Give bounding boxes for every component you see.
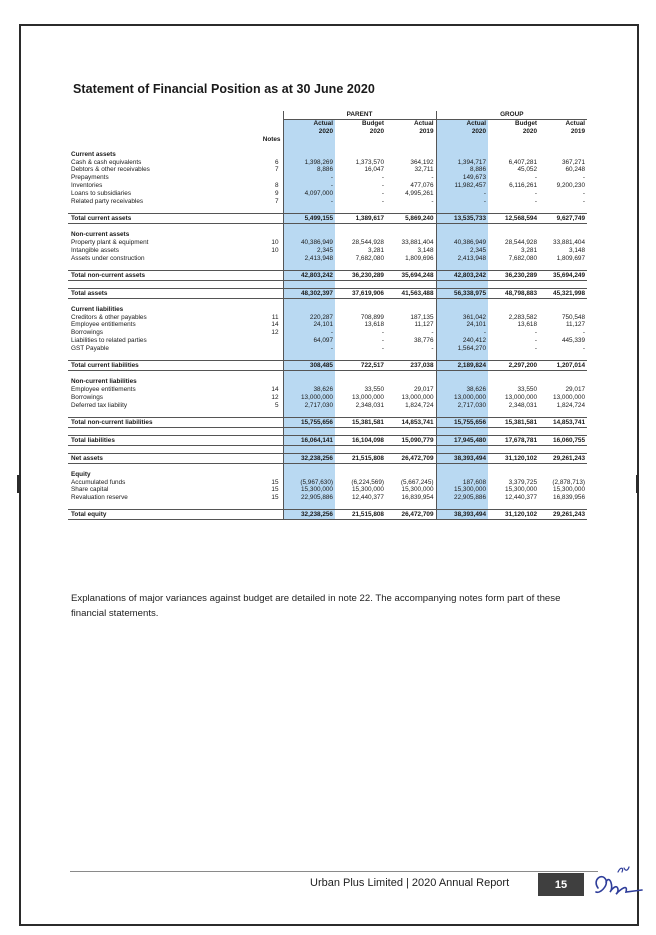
parent-header: PARENT <box>283 111 436 119</box>
row-note: 10 <box>271 238 279 246</box>
value-cell: - <box>431 329 434 337</box>
value-cell: 21,515,808 <box>335 453 386 463</box>
value-cell: 29,017 <box>565 385 586 393</box>
table-row <box>68 394 587 402</box>
signature-initials <box>588 858 644 902</box>
value-cell: 13,000,000 <box>505 393 538 401</box>
value-cell: 33,881,404 <box>401 238 434 246</box>
value-cell: - <box>582 329 586 337</box>
column-header-row <box>68 119 587 135</box>
value-cell: 33,550 <box>364 385 384 393</box>
value-cell: 16,047 <box>364 166 384 174</box>
value-cell: 41,563,488 <box>386 288 436 298</box>
value-cell: 15,381,581 <box>335 417 386 427</box>
row-note: 11 <box>271 313 279 321</box>
row-label: Borrowings <box>71 393 103 401</box>
group-actual-2020-header: Actual 2020 <box>436 119 488 135</box>
value-cell: 15,755,656 <box>283 417 335 427</box>
value-cell: 12,440,377 <box>352 494 384 502</box>
row-label: Assets under construction <box>71 254 145 262</box>
spacer-row <box>68 206 587 214</box>
table-row <box>68 159 587 167</box>
row-note: 15 <box>271 494 279 502</box>
value-cell: 5,869,240 <box>386 213 436 223</box>
parent-budget-2020-header: Budget 2020 <box>361 119 384 135</box>
row-label: Total non-current assets <box>68 270 231 280</box>
value-cell: 6,116,261 <box>509 182 538 190</box>
total-row <box>68 453 587 463</box>
value-cell: 1,398,269 <box>283 159 335 167</box>
value-cell: 13,000,000 <box>283 394 335 402</box>
value-cell: 13,000,000 <box>401 393 434 401</box>
total-row <box>68 213 587 223</box>
page-number: 15 <box>538 873 584 896</box>
value-cell: 708,899 <box>360 313 384 321</box>
section-heading-row <box>68 471 587 479</box>
value-cell: 364,192 <box>410 158 434 166</box>
value-cell: - <box>381 329 384 337</box>
value-cell: 12,440,377 <box>505 494 538 502</box>
value-cell: - <box>283 198 335 206</box>
value-cell: 3,281 <box>368 246 384 254</box>
value-cell: 1,809,696 <box>405 254 434 262</box>
table-row <box>68 198 587 206</box>
table-row <box>68 247 587 255</box>
value-cell: 1,373,570 <box>355 158 384 166</box>
binding-mark-right <box>636 475 639 493</box>
value-cell: - <box>283 345 335 353</box>
section-label: Equity <box>71 470 91 478</box>
row-note <box>231 270 283 280</box>
row-note: 12 <box>271 393 279 401</box>
value-cell: 26,472,709 <box>386 510 436 520</box>
row-label: Total non-current liabilities <box>68 417 231 427</box>
row-label: Intangible assets <box>71 246 119 254</box>
row-label: Employee entitlements <box>71 385 136 393</box>
value-cell: 26,472,709 <box>386 453 436 463</box>
row-note <box>231 345 283 353</box>
value-cell: 445,339 <box>561 337 586 345</box>
value-cell: 2,348,031 <box>508 401 538 409</box>
row-label: Debtors & other receivables <box>71 166 150 174</box>
row-label: Inventories <box>71 182 103 190</box>
spacer-row <box>68 463 587 471</box>
section-heading-row <box>68 151 587 159</box>
value-cell: 16,064,141 <box>283 435 335 445</box>
table-row <box>68 345 587 353</box>
value-cell: 3,281 <box>521 246 538 254</box>
value-cell: 1,824,724 <box>405 401 434 409</box>
value-cell: 11,127 <box>565 321 586 329</box>
value-cell: - <box>436 329 488 337</box>
row-note <box>231 255 283 263</box>
group-budget-2020-header: Budget 2020 <box>515 119 538 135</box>
footer-rule <box>70 871 598 872</box>
row-note <box>231 510 283 520</box>
value-cell: 187,608 <box>436 479 488 487</box>
table-row <box>68 402 587 410</box>
variance-note: Explanations of major variances against budget are detailed in note 22. The accompanying notes form part of these financial statements. <box>71 593 561 619</box>
total-row <box>68 270 587 280</box>
value-cell: 29,261,243 <box>539 510 587 520</box>
spacer-row <box>68 502 587 510</box>
value-cell: 1,389,617 <box>335 213 386 223</box>
value-cell: - <box>283 329 335 337</box>
row-note: 6 <box>274 158 279 166</box>
value-cell: 2,297,200 <box>488 361 539 371</box>
row-note: 14 <box>271 385 279 393</box>
financial-position-table <box>68 111 587 520</box>
value-cell: 22,905,886 <box>283 494 335 502</box>
row-note <box>231 361 283 371</box>
value-cell: - <box>582 345 586 353</box>
row-note: 7 <box>274 166 279 174</box>
row-label: Total liabilities <box>68 435 231 445</box>
value-cell: - <box>381 198 384 206</box>
notes-header: Notes <box>262 135 281 143</box>
value-cell: 17,945,480 <box>436 435 488 445</box>
value-cell: 367,271 <box>561 158 586 166</box>
value-cell: 38,626 <box>436 386 488 394</box>
value-cell: 33,550 <box>517 385 538 393</box>
page-title: Statement of Financial Position as at 30 June 2020 <box>73 82 375 96</box>
footer-report-title: Urban Plus Limited | 2020 Annual Report <box>310 877 510 889</box>
value-cell: 7,682,080 <box>355 254 384 262</box>
row-note: 12 <box>271 329 279 337</box>
section-label: Current liabilities <box>71 305 124 313</box>
value-cell: 13,000,000 <box>352 393 384 401</box>
value-cell: 1,207,014 <box>539 361 587 371</box>
value-cell: 11,982,457 <box>436 182 488 190</box>
value-cell: 15,090,779 <box>386 435 436 445</box>
value-cell: - <box>283 174 335 182</box>
spacer-row <box>68 223 587 231</box>
total-row <box>68 435 587 445</box>
value-cell: 13,535,733 <box>436 213 488 223</box>
value-cell: 31,120,102 <box>488 510 539 520</box>
value-cell: 14,853,741 <box>539 417 587 427</box>
value-cell: - <box>381 190 384 198</box>
row-note: 9 <box>274 190 279 198</box>
section-heading-row <box>68 306 587 314</box>
value-cell: 24,101 <box>283 321 335 329</box>
value-cell: 14,853,741 <box>386 417 436 427</box>
value-cell: - <box>582 198 586 206</box>
value-cell: 38,626 <box>283 386 335 394</box>
row-note <box>231 288 283 298</box>
value-cell: 48,302,397 <box>283 288 335 298</box>
group-header-row <box>68 111 587 119</box>
value-cell: 220,287 <box>283 314 335 322</box>
section-label: Current assets <box>71 150 116 158</box>
value-cell: 21,515,808 <box>335 510 386 520</box>
value-cell: 32,711 <box>414 166 434 174</box>
value-cell: 13,000,000 <box>436 394 488 402</box>
row-label: Cash & cash equivalents <box>71 158 142 166</box>
value-cell: 7,682,080 <box>508 254 538 262</box>
value-cell: - <box>381 345 384 353</box>
row-note: 15 <box>271 486 279 494</box>
value-cell: 361,042 <box>436 314 488 322</box>
value-cell: 149,673 <box>436 174 488 182</box>
value-cell: 42,803,242 <box>436 270 488 280</box>
value-cell: 477,076 <box>410 182 434 190</box>
value-cell: 48,798,883 <box>488 288 539 298</box>
section-heading-row <box>68 378 587 386</box>
value-cell: 15,300,000 <box>505 486 538 494</box>
value-cell: 16,060,755 <box>539 435 587 445</box>
value-cell: 28,544,928 <box>505 238 538 246</box>
value-cell: 16,839,954 <box>401 494 434 502</box>
table-row <box>68 386 587 394</box>
value-cell: (6,224,569) <box>351 478 384 486</box>
parent-actual-2019-header: Actual 2019 <box>414 119 434 135</box>
value-cell: 38,393,494 <box>436 510 488 520</box>
row-label: GST Payable <box>71 345 109 353</box>
value-cell: 2,413,948 <box>283 255 335 263</box>
row-label: Property plant & equipment <box>71 238 149 246</box>
table-row <box>68 239 587 247</box>
row-label: Total current liabilities <box>68 361 231 371</box>
value-cell: 15,300,000 <box>553 486 586 494</box>
section-heading-row <box>68 231 587 239</box>
value-cell: 15,300,000 <box>401 486 434 494</box>
row-label: Total equity <box>68 510 231 520</box>
row-note: 15 <box>271 478 279 486</box>
value-cell: 4,995,261 <box>405 190 434 198</box>
value-cell: 13,618 <box>364 321 384 329</box>
row-label: Liabilities to related parties <box>71 337 147 345</box>
value-cell: 237,038 <box>386 361 436 371</box>
value-cell: 13,000,000 <box>553 393 586 401</box>
value-cell: - <box>436 198 488 206</box>
table-row <box>68 479 587 487</box>
value-cell: 37,619,906 <box>335 288 386 298</box>
value-cell: 32,238,256 <box>283 453 335 463</box>
value-cell: (5,967,630) <box>283 479 335 487</box>
spacer-row <box>68 353 587 361</box>
value-cell: - <box>283 182 335 190</box>
table-row <box>68 314 587 322</box>
value-cell: 2,348,031 <box>355 401 384 409</box>
table-row <box>68 255 587 263</box>
value-cell: 32,238,256 <box>283 510 335 520</box>
value-cell: 9,627,749 <box>539 213 587 223</box>
table-row <box>68 190 587 198</box>
row-note <box>231 417 283 427</box>
value-cell: 15,755,656 <box>436 417 488 427</box>
value-cell: 35,694,249 <box>539 270 587 280</box>
value-cell: 45,321,998 <box>539 288 587 298</box>
value-cell: 6,407,281 <box>508 158 538 166</box>
value-cell: - <box>534 174 538 182</box>
value-cell: 60,248 <box>565 166 586 174</box>
row-label: Deferred tax liability <box>71 401 128 409</box>
value-cell: - <box>534 345 538 353</box>
value-cell: - <box>534 198 538 206</box>
value-cell: 750,548 <box>561 313 586 321</box>
value-cell: - <box>431 345 434 353</box>
value-cell: 1,824,724 <box>556 401 586 409</box>
parent-actual-2020-header: Actual 2020 <box>283 119 335 135</box>
row-note: 14 <box>271 321 279 329</box>
value-cell: - <box>582 190 586 198</box>
value-cell: 2,345 <box>436 247 488 255</box>
value-cell: 24,101 <box>436 321 488 329</box>
notes-header-row <box>68 136 587 144</box>
value-cell: 8,886 <box>283 166 335 174</box>
row-label: Loans to subsidiaries <box>71 190 132 198</box>
row-label: Share capital <box>71 486 109 494</box>
value-cell: - <box>431 198 434 206</box>
value-cell: 38,393,494 <box>436 453 488 463</box>
value-cell: - <box>582 174 586 182</box>
value-cell: 722,517 <box>335 361 386 371</box>
value-cell: 36,230,289 <box>335 270 386 280</box>
value-cell: 33,881,404 <box>553 238 586 246</box>
section-label: Non-current liabilities <box>71 378 137 386</box>
value-cell: 16,104,098 <box>335 435 386 445</box>
row-note: 10 <box>271 246 279 254</box>
value-cell: 17,678,781 <box>488 435 539 445</box>
value-cell: 1,394,717 <box>436 159 488 167</box>
spacer-row <box>68 427 587 435</box>
value-cell: 3,379,725 <box>508 478 538 486</box>
table-row <box>68 329 587 337</box>
table-row <box>68 337 587 345</box>
value-cell: 187,135 <box>410 313 434 321</box>
value-cell: 15,300,000 <box>283 486 335 494</box>
value-cell: - <box>534 337 538 345</box>
value-cell: - <box>431 174 434 182</box>
section-label: Non-current assets <box>71 230 130 238</box>
value-cell: 29,017 <box>413 385 434 393</box>
binding-mark-left <box>17 475 20 493</box>
row-label: Total assets <box>68 288 231 298</box>
row-label: Borrowings <box>71 329 103 337</box>
table-row <box>68 486 587 494</box>
value-cell: 15,300,000 <box>352 486 384 494</box>
value-cell: 29,261,243 <box>539 453 587 463</box>
value-cell: 31,120,102 <box>488 453 539 463</box>
total-row <box>68 361 587 371</box>
table-row <box>68 321 587 329</box>
value-cell: 8,886 <box>436 166 488 174</box>
value-cell: 5,499,155 <box>283 213 335 223</box>
value-cell: 1,564,270 <box>436 345 488 353</box>
spacer-row <box>68 280 587 288</box>
table-body <box>68 144 587 520</box>
row-label: Accumulated funds <box>71 478 126 486</box>
value-cell: 2,413,948 <box>436 255 488 263</box>
value-cell: 15,300,000 <box>436 486 488 494</box>
spacer-row <box>68 371 587 379</box>
row-label: Net assets <box>68 453 231 463</box>
row-label: Creditors & other payables <box>71 313 147 321</box>
table-row <box>68 494 587 502</box>
value-cell: 3,148 <box>417 246 434 254</box>
value-cell: 12,568,594 <box>488 213 539 223</box>
value-cell: 36,230,289 <box>488 270 539 280</box>
value-cell: 2,717,030 <box>436 402 488 410</box>
value-cell: 40,386,949 <box>283 239 335 247</box>
value-cell: - <box>381 182 384 190</box>
row-label: Revaluation reserve <box>71 494 128 502</box>
value-cell: 2,283,582 <box>508 313 538 321</box>
value-cell: - <box>381 337 384 345</box>
value-cell: - <box>381 174 384 182</box>
table-row <box>68 166 587 174</box>
value-cell: 42,803,242 <box>283 270 335 280</box>
row-note <box>231 453 283 463</box>
total-row <box>68 288 587 298</box>
row-note <box>231 174 283 182</box>
value-cell: (5,667,245) <box>400 478 434 486</box>
row-note <box>231 337 283 345</box>
value-cell: 1,809,697 <box>556 254 586 262</box>
value-cell: 308,485 <box>283 361 335 371</box>
value-cell: 16,839,956 <box>553 494 586 502</box>
row-note <box>231 435 283 445</box>
row-note: 7 <box>274 198 279 206</box>
spacer-row <box>68 263 587 271</box>
row-note: 8 <box>274 182 279 190</box>
spacer-row <box>68 445 587 453</box>
value-cell: 15,381,581 <box>488 417 539 427</box>
value-cell: 2,189,824 <box>436 361 488 371</box>
group-header: GROUP <box>436 111 587 119</box>
value-cell: - <box>436 190 488 198</box>
value-cell: 3,148 <box>569 246 586 254</box>
row-label: Employee entitlements <box>71 321 136 329</box>
row-note <box>231 213 283 223</box>
value-cell: 240,412 <box>436 337 488 345</box>
value-cell: 45,052 <box>517 166 538 174</box>
value-cell: 4,097,000 <box>283 190 335 198</box>
table-row <box>68 174 587 182</box>
value-cell: 35,694,248 <box>386 270 436 280</box>
value-cell: 38,776 <box>413 337 434 345</box>
row-label: Total current assets <box>68 213 231 223</box>
value-cell: - <box>534 190 538 198</box>
value-cell: 9,200,230 <box>556 182 586 190</box>
spacer-row <box>68 410 587 418</box>
value-cell: 11,127 <box>414 321 434 329</box>
row-label: Prepayments <box>71 174 109 182</box>
value-cell: 28,544,928 <box>352 238 384 246</box>
spacer-row <box>68 298 587 306</box>
row-note: 5 <box>274 401 279 409</box>
value-cell: - <box>534 329 538 337</box>
total-row <box>68 510 587 520</box>
value-cell: 2,345 <box>283 247 335 255</box>
group-actual-2019-header: Actual 2019 <box>565 119 586 135</box>
value-cell: 13,618 <box>517 321 538 329</box>
total-row <box>68 417 587 427</box>
spacer-row <box>68 144 587 151</box>
value-cell: 56,338,975 <box>436 288 488 298</box>
value-cell: 64,097 <box>283 337 335 345</box>
row-label: Related party receivables <box>71 198 144 206</box>
value-cell: 22,905,886 <box>436 494 488 502</box>
table-row <box>68 182 587 190</box>
value-cell: 2,717,030 <box>283 402 335 410</box>
value-cell: (2,878,713) <box>552 478 586 486</box>
value-cell: 40,386,949 <box>436 239 488 247</box>
